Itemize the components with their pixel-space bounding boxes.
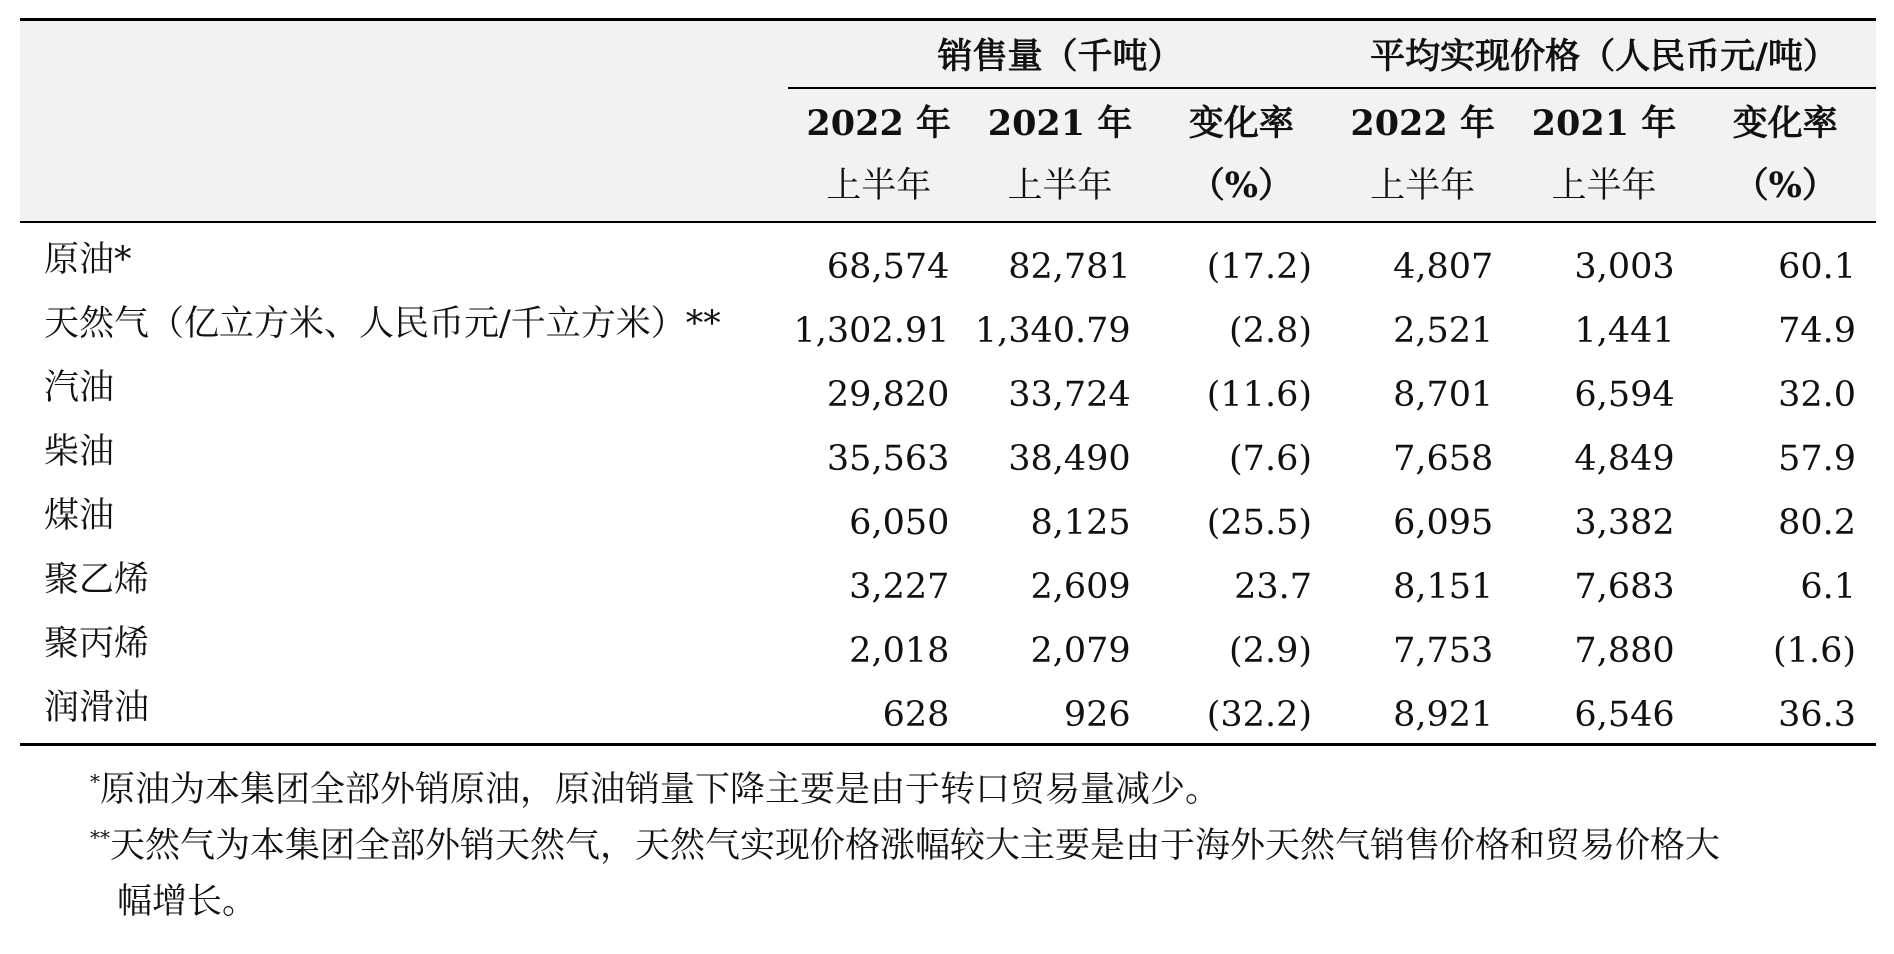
- table-cell: 2,018: [849, 631, 950, 671]
- table-row: [20, 551, 1876, 615]
- table-cell: 6,594: [1574, 375, 1675, 415]
- table-cell: (7.6): [1229, 439, 1312, 479]
- column-header: 2021 年 上半年: [1513, 88, 1694, 222]
- footnote-marker: **: [90, 825, 110, 850]
- column-header: 2021 年 上半年: [969, 88, 1150, 222]
- table-cell: 6,050: [849, 503, 950, 543]
- table-cell: 1,302.91: [793, 311, 950, 351]
- table-cell: (11.6): [1206, 375, 1312, 415]
- footnote-natural-gas-continued: 幅增长。: [117, 882, 258, 922]
- row-label: 天然气（亿立方米、人民币元/千立方米）**: [44, 304, 721, 344]
- table-row: [20, 222, 1876, 295]
- table-row: [20, 487, 1876, 551]
- table-cell: (17.2): [1206, 247, 1312, 287]
- table-row: [20, 615, 1876, 679]
- table-cell: 7,880: [1574, 631, 1675, 671]
- table-row: [20, 423, 1876, 487]
- table-cell: 1,441: [1574, 311, 1675, 351]
- table-cell: 1,340.79: [974, 311, 1131, 351]
- table-cell: 82,781: [1008, 247, 1131, 287]
- table-cell: 33,724: [1008, 375, 1131, 415]
- table-cell: 628: [882, 695, 950, 735]
- table-cell: 2,521: [1393, 311, 1494, 351]
- table-cell: 3,003: [1574, 247, 1675, 287]
- row-label: 润滑油: [44, 688, 150, 728]
- table-cell: 80.2: [1778, 503, 1856, 543]
- table-cell: 68,574: [826, 247, 950, 287]
- column-header: 变化率 （%）: [1151, 88, 1332, 222]
- column-header: 2022 年 上半年: [788, 88, 969, 222]
- document: [20, 18, 1876, 930]
- table-cell: (32.2): [1206, 695, 1312, 735]
- row-label: 煤油: [44, 496, 115, 536]
- table-cell: 23.7: [1234, 567, 1312, 607]
- table-cell: 4,807: [1393, 247, 1494, 287]
- group-header-row: [20, 20, 1876, 89]
- row-label: 聚丙烯: [44, 624, 150, 664]
- row-label: 原油*: [44, 240, 132, 280]
- row-label: 柴油: [44, 432, 115, 472]
- header-blank-cell: [20, 88, 788, 222]
- sales-volume-header: 销售量（千吨）: [788, 20, 1332, 89]
- table-cell: 60.1: [1778, 247, 1856, 287]
- table-cell: 2,609: [1030, 567, 1131, 607]
- table-cell: 7,753: [1393, 631, 1494, 671]
- table-cell: (2.9): [1229, 631, 1312, 671]
- footnote-natural-gas: [20, 818, 1876, 874]
- footnote-crude-oil: [20, 762, 1876, 818]
- table-cell: 8,701: [1393, 375, 1494, 415]
- footnote-text: 原油为本集团全部外销原油，原油销量下降主要是由于转口贸易量减少。: [100, 770, 1221, 810]
- table-row: [20, 679, 1876, 745]
- footnotes: [20, 762, 1876, 930]
- table-cell: 4,849: [1574, 439, 1675, 479]
- table-cell: 8,125: [1030, 503, 1131, 543]
- average-price-header: 平均实现价格（人民币元/吨）: [1332, 20, 1876, 89]
- table-row: [20, 359, 1876, 423]
- table-cell: 3,382: [1574, 503, 1675, 543]
- sales-price-table: [20, 18, 1876, 746]
- table-cell: 35,563: [826, 439, 950, 479]
- footnote-marker: *: [90, 769, 100, 794]
- table-cell: 7,658: [1393, 439, 1494, 479]
- table-cell: 8,921: [1393, 695, 1494, 735]
- table-cell: 57.9: [1778, 439, 1856, 479]
- table-cell: 29,820: [826, 375, 950, 415]
- table-cell: 3,227: [849, 567, 950, 607]
- table-cell: 36.3: [1778, 695, 1856, 735]
- table-cell: (2.8): [1229, 311, 1312, 351]
- table-cell: (1.6): [1773, 631, 1856, 671]
- table-row: [20, 295, 1876, 359]
- sub-header-row: [20, 88, 1876, 222]
- column-header: 变化率 （%）: [1695, 88, 1876, 222]
- table-cell: 6,546: [1574, 695, 1675, 735]
- table-cell: 6,095: [1393, 503, 1494, 543]
- table-cell: 2,079: [1030, 631, 1131, 671]
- column-header: 2022 年 上半年: [1332, 88, 1513, 222]
- table-cell: 38,490: [1008, 439, 1131, 479]
- table-cell: 32.0: [1778, 375, 1856, 415]
- table-cell: 7,683: [1574, 567, 1675, 607]
- header-blank-cell: [20, 20, 788, 89]
- row-label: 聚乙烯: [44, 560, 150, 600]
- table-cell: 8,151: [1393, 567, 1494, 607]
- table-cell: 74.9: [1778, 311, 1856, 351]
- table-cell: (25.5): [1206, 503, 1312, 543]
- row-label: 汽油: [44, 368, 115, 408]
- footnote-text: 天然气为本集团全部外销天然气，天然气实现价格涨幅较大主要是由于海外天然气销售价格和贸易价格大: [110, 826, 1721, 866]
- table-cell: 926: [1063, 695, 1131, 735]
- table-cell: 6.1: [1800, 567, 1856, 607]
